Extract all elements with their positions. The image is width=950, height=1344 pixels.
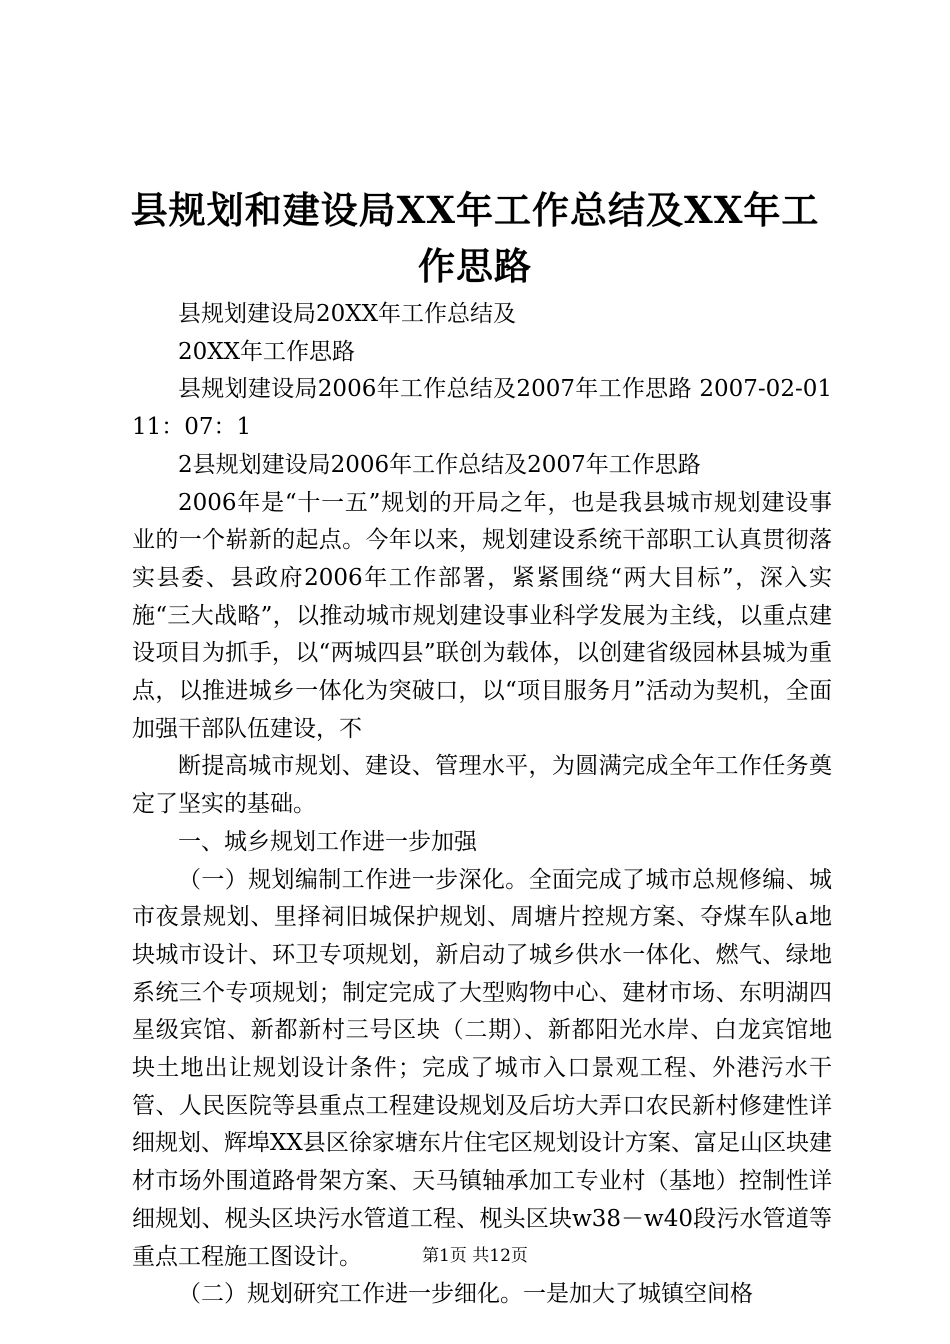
paragraph: （二）规划研究工作进一步细化。一是加大了城镇空间格	[178, 1281, 753, 1308]
document-body	[132, 296, 832, 1314]
paragraph: 20XX年工作思路	[178, 338, 356, 365]
paragraph: 县规划建设局20XX年工作总结及	[178, 301, 517, 327]
paragraph: 断提高城市规划、建设、管理水平，为圆满完成全年工作任务奠定了坚实的基础。	[132, 753, 832, 818]
document-title: 县规划和建设局XX年工作总结及XX年工作思路	[130, 188, 820, 288]
paragraph: 2006年是“十一五”规划的开局之年，也是我县城市规划建设事业的一个崭新的起点。今年以来，规划建设系统干部职工认真贯彻落实县委、县政府2006年工作部署，紧紧围绕“两大目标”，深入实施“三大战略”，以推动城市规划建设事业科学发展为主线，以重点建设项目为抓手，以“两城四县”联创为载体，以创建省级园林县城为重点，以推进城乡一体化为突破口，以“项目服务月”活动为契机，全面加强干部队伍建设，不	[132, 489, 832, 742]
paragraph: 2县规划建设局2006年工作总结及2007年工作思路	[178, 451, 701, 478]
paragraph: 县规划建设局2006年工作总结及2007年工作思路 2007-02-0111：07：1	[132, 376, 832, 441]
page-number-footer: 第1页 共12页	[422, 1246, 528, 1266]
section-heading: 一、城乡规划工作进一步加强	[178, 828, 477, 855]
paragraph: （一）规划编制工作进一步深化。全面完成了城市总规修编、城市夜景规划、里择祠旧城保护规划、周塘片控规方案、夺煤车队a地块城市设计、环卫专项规划，新启动了城乡供水一体化、燃气、绿地系统三个专项规划；制定完成了大型购物中心、建材市场、东明湖四星级宾馆、新都新村三号区块（二期）、新都阳光水岸、白龙宾馆地块土地出让规划设计条件；完成了城市入口景观工程、外港污水干管、人民医院等县重点工程建设规划及后坊大弄口农民新村修建性详细规划、辉埠XX县区徐家塘东片住宅区规划设计方案、富足山区块建材市场外围道路骨架方案、天马镇轴承加工专业村（基地）控制性详细规划、枧头区块污水管道工程、枧头区块w38－w40段污水管道等重点工程施工图设计。	[132, 866, 832, 1270]
